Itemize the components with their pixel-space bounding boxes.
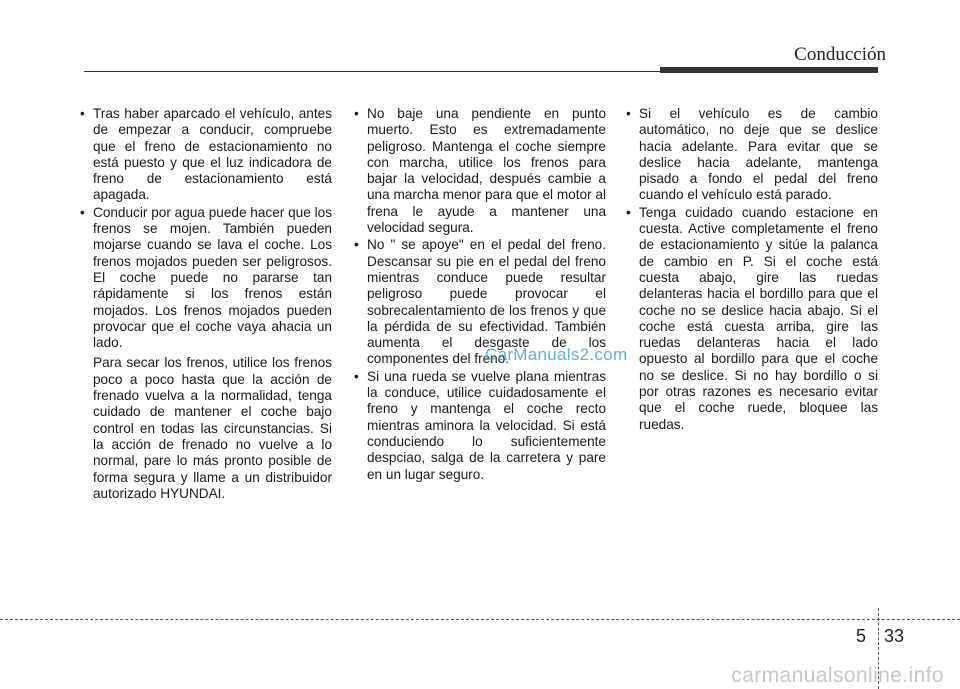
bullet-text: Tenga cuidado cuando estacione en cuesta. Active completamente el freno de estacionamiento y sitúe la palanca de cambio en P. Si el coche está cuesta abajo, gire las ruedas delanteras hacia el bordillo para que el coche no se deslice hacia abajo. Si el coche está cuesta arriba, gire las ruedas delanteras hacia el lado opuesto al bordillo para que el coche no se deslice. Si no hay bordillo o si por otras razones es necesario evitar que el coche ruede, bloquee las ruedas. (639, 204, 878, 432)
bullet-list (354, 106, 606, 483)
bullet-text: No " se apoye" en el pedal del freno. Descansar su pie en el pedal del freno mientras conduce puede resultar peligroso puede provocar el sobrecalentamiento de los frenos y que la pérdida de su efectividad. También aumenta el desgaste de los componentes del freno. (367, 237, 606, 367)
header-rule-thin (84, 71, 662, 72)
header-rule-thick (660, 67, 878, 73)
bullet-icon: • (354, 368, 359, 384)
bullet-item (626, 205, 878, 433)
bullet-icon: • (80, 106, 85, 121)
bullet-list (80, 106, 332, 351)
bullet-text: Conducir por agua puede hacer que los frenos se mojen. También pueden mojarse cuando se lava el coche. Los frenos mojados pueden ser peligrosos. El coche puede no pararse tan rápidamente si los frenos están mojados. Los frenos mojados pueden provocar que el coche vaya ahacia un lado. (93, 204, 332, 351)
footer-divider (0, 619, 960, 620)
bullet-item (354, 106, 606, 236)
bullet-text: Si el vehículo es de cambio automático, no deje que se deslice hacia adelante. Para evitar que se deslice hacia adelante, mantenga pisado a fondo el pedal del freno cuando el vehículo está parado. (639, 106, 878, 203)
bullet-icon: • (354, 106, 359, 121)
bullet-icon: • (354, 237, 359, 253)
text-column-1 (80, 106, 332, 502)
watermark-footer-link[interactable]: carmanualsonline.info (731, 664, 944, 687)
bullet-text: No baje una pendiente en punto muerto. Esto es extremadamente peligroso. Mantenga el coche siempre con marcha, utilice los frenos para bajar la velocidad, después cambie a una marcha menor para que el motor al frena le ayude a mantener una velocidad segura. (367, 106, 606, 236)
bullet-item (80, 106, 332, 204)
bullet-text: Tras haber aparcado el vehículo, antes de empezar a conducir, compruebe que el freno de estacionamiento no está puesto y que el luz indicadora de freno de estacionamiento está apagada. (93, 106, 332, 203)
bullet-item (354, 369, 606, 483)
section-title: Conducción (794, 44, 886, 65)
paragraph: Para secar los frenos, utilice los frenos poco a poco hasta que la acción de frenado vuelva a la normalidad, tenga cuidado de mantener el coche bajo control en todas las circunstancias. Si la acción de frenado no vuelve a lo normal, pare lo más pronto posible de forma segura y llame a un distribuidor autorizado HYUNDAI. (93, 355, 332, 501)
bullet-icon: • (626, 204, 631, 220)
watermark-link[interactable]: CarManuals2.com (485, 345, 628, 364)
bullet-icon: • (80, 204, 85, 220)
bullet-item (626, 106, 878, 204)
bullet-item (80, 205, 332, 352)
text-column-2 (354, 106, 606, 484)
bullet-icon: • (626, 106, 631, 121)
text-column-3 (626, 106, 878, 434)
chapter-number: 5 (856, 626, 867, 646)
page-number: 33 (884, 626, 905, 646)
bullet-list (626, 106, 878, 433)
bullet-text: Si una rueda se vuelve plana mientras la conduce, utilice cuidadosamente el freno y mantenga el coche recto mientras aminora la velocidad. Si está conduciendo lo suficientemente despciao, salga de la carretera y pare en un lugar seguro. (367, 368, 606, 482)
